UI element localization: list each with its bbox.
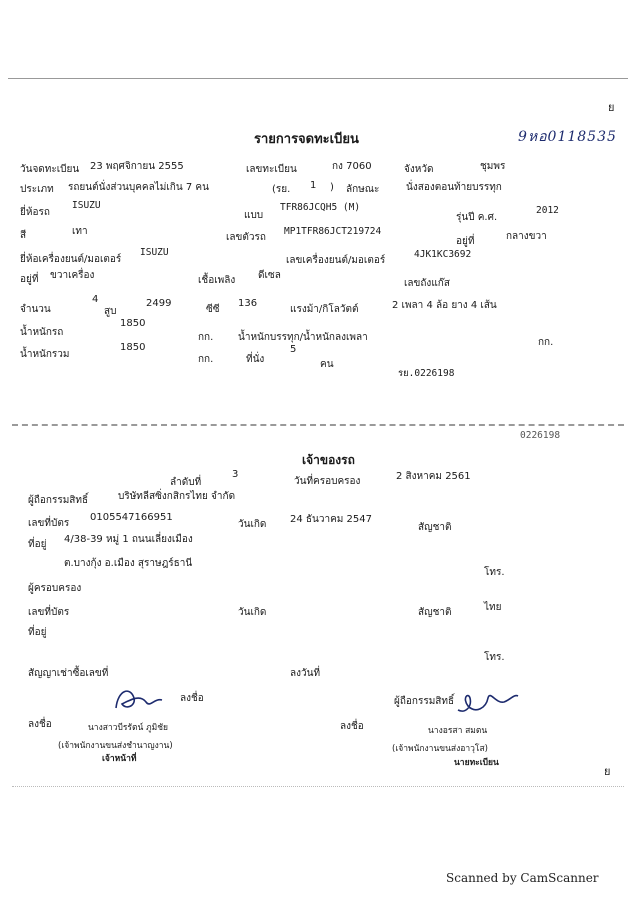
- model-value: TFR86JCQH5 (M): [280, 202, 361, 213]
- gross-weight-value: 1850: [120, 342, 146, 353]
- left-sign-label: ลงชื่อ: [28, 719, 52, 730]
- seats-unit: คน: [320, 359, 334, 370]
- count-value: 4: [92, 294, 99, 305]
- seats-value: 5: [290, 344, 297, 355]
- engine-number-value: 4JK1KC3692: [414, 249, 472, 260]
- color-value: เทา: [72, 226, 88, 237]
- chassis-location-value: กลางขวา: [506, 231, 547, 242]
- holder-value: บริษัทลีสซิ่งกสิกรไทย จำกัด: [118, 491, 236, 502]
- rs-label: (รย.: [272, 184, 291, 195]
- chassis-label: เลขตัวรถ: [226, 232, 266, 243]
- engine-brand-value: ISUZU: [140, 247, 169, 258]
- left-signature: [108, 680, 168, 720]
- chassis-location-label: อยู่ที่: [456, 236, 475, 247]
- right-signature: [452, 684, 522, 724]
- brand-value: ISUZU: [72, 200, 101, 211]
- possessor-birth-label: วันเกิด: [238, 607, 267, 618]
- reg-number-label: เลขทะเบียน: [246, 164, 297, 175]
- birth-label: วันเกิด: [238, 519, 267, 530]
- axle-value: 2 เพลา 4 ล้อ ยาง 4 เส้น: [392, 300, 497, 311]
- nationality-label: สัญชาติ: [418, 522, 452, 533]
- cc-value: 2499: [146, 298, 172, 309]
- type-value: รถยนต์นั่งส่วนบุคคลไม่เกิน 7 คน: [68, 182, 209, 193]
- sign-label-1: ลงชื่อ: [180, 693, 204, 704]
- possessor-nationality-label: สัญชาติ: [418, 607, 452, 618]
- right-sign-label: ลงชื่อ: [340, 721, 364, 732]
- type-label: ประเภท: [20, 184, 54, 195]
- fuel-value: ดีเซล: [258, 270, 281, 281]
- reg-date-value: 23 พฤศจิกายน 2555: [90, 161, 184, 172]
- possession-date-value: 2 สิงหาคม 2561: [396, 471, 471, 482]
- nature-label: ลักษณะ: [346, 184, 380, 195]
- reg-date-label: วันจดทะเบียน: [20, 164, 80, 175]
- weight-label: น้ำหนักรถ: [20, 327, 64, 338]
- weight-value: 1850: [120, 318, 146, 329]
- year-label: รุ่นปี ค.ศ.: [456, 212, 498, 223]
- document-title: รายการจดทะเบียน: [254, 132, 359, 147]
- left-official-name: นางสาวบีรรัตน์ ภูมิชัย: [88, 723, 168, 733]
- possessor-address-label: ที่อยู่: [28, 627, 47, 638]
- horsepower-value: 136: [238, 298, 258, 309]
- nature-value: นั่งสองตอนท้ายบรรทุก: [406, 182, 502, 193]
- left-title: เจ้าหน้าที่: [102, 754, 137, 764]
- gross-weight-label: น้ำหนักรวม: [20, 349, 70, 360]
- chassis-value: MP1TFR86JCT219724: [284, 226, 382, 237]
- cylinder-label: สูบ: [104, 306, 117, 317]
- id-value: 0105547166951: [90, 512, 173, 523]
- horsepower-label: แรงม้า/กิโลวัตต์: [290, 304, 359, 315]
- rs-value: 1: [310, 180, 317, 191]
- engine-number-label: เลขเครื่องยนต์/มอเตอร์: [286, 255, 386, 266]
- load-unit: กก.: [538, 337, 554, 348]
- order-label: ลำดับที่: [170, 477, 202, 488]
- address-line-2: ต.บางกุ้ง อ.เมือง สุราษฎร์ธานี: [64, 558, 193, 569]
- holder-sign-label: ผู้ถือกรรมสิทธิ์: [394, 696, 455, 707]
- reg-number-value: กง 7060: [332, 161, 372, 172]
- lease-label: สัญญาเช่าซื้อเลขที่: [28, 668, 109, 679]
- holder-label: ผู้ถือกรรมสิทธิ์: [28, 495, 89, 506]
- rs-close: ): [330, 182, 334, 193]
- possessor-id-label: เลขที่บัตร: [28, 607, 70, 618]
- weight-unit: กก.: [198, 332, 214, 343]
- address-line-1: 4/38-39 หมู่ 1 ถนนเลี่ยงเมือง: [64, 534, 193, 545]
- address-label: ที่อยู่: [28, 539, 47, 550]
- province-label: จังหวัด: [404, 164, 434, 175]
- engine-brand-label: ยี่ห้อเครื่องยนต์/มอเตอร์: [20, 254, 122, 265]
- year-value: 2012: [536, 205, 559, 216]
- order-value: 3: [232, 469, 239, 480]
- seats-label: ที่นั่ง: [246, 354, 265, 365]
- top-border-line: [8, 78, 628, 79]
- birth-value: 24 ธันวาคม 2547: [290, 514, 372, 525]
- possessor-phone-label: โทร.: [484, 652, 505, 663]
- right-office: (เจ้าพนักงานขนส่งอาวุโส): [392, 744, 488, 754]
- owner-section-title: เจ้าของรถ: [302, 453, 355, 467]
- phone-label: โทร.: [484, 567, 505, 578]
- count-label: จำนวน: [20, 304, 51, 315]
- page-mark-bottom: ย: [604, 765, 611, 778]
- engine-location-label: อยู่ที่: [20, 274, 39, 285]
- id-label: เลขที่บัตร: [28, 518, 70, 529]
- fuel-label: เชื้อเพลิง: [198, 275, 236, 286]
- possessor-nationality-value: ไทย: [484, 602, 502, 613]
- color-label: สี: [20, 230, 27, 241]
- load-label: น้ำหนักบรรทุก/น้ำหนักลงเพลา: [238, 332, 368, 343]
- perforation-line: [12, 424, 624, 426]
- bottom-fold-line: [12, 786, 624, 787]
- handwritten-reference: 9หอ0118535: [518, 129, 617, 145]
- stub-number: 0226198: [520, 430, 561, 441]
- model-label: แบบ: [244, 210, 264, 221]
- gross-weight-unit: กก.: [198, 354, 214, 365]
- engine-location-value: ขวาเครื่อง: [50, 270, 95, 281]
- gas-tank-label: เลขถังแก๊ส: [404, 278, 450, 289]
- possessor-label: ผู้ครอบครอง: [28, 583, 82, 594]
- right-official-name: นางอรสา สมตน: [428, 726, 488, 736]
- left-office: (เจ้าพนักงานขนส่งชำนาญงาน): [58, 741, 173, 751]
- rs-serial: รย.0226198: [398, 368, 455, 379]
- possession-date-label: วันที่ครอบครอง: [294, 476, 361, 487]
- brand-label: ยี่ห้อรถ: [20, 207, 50, 218]
- scanner-footer: Scanned by CamScanner: [446, 871, 599, 885]
- cc-label: ซีซี: [206, 304, 220, 315]
- province-value: ชุมพร: [480, 161, 506, 172]
- lease-date-label: ลงวันที่: [290, 668, 321, 679]
- right-title: นายทะเบียน: [454, 758, 499, 768]
- page-mark-top: ย: [608, 101, 615, 114]
